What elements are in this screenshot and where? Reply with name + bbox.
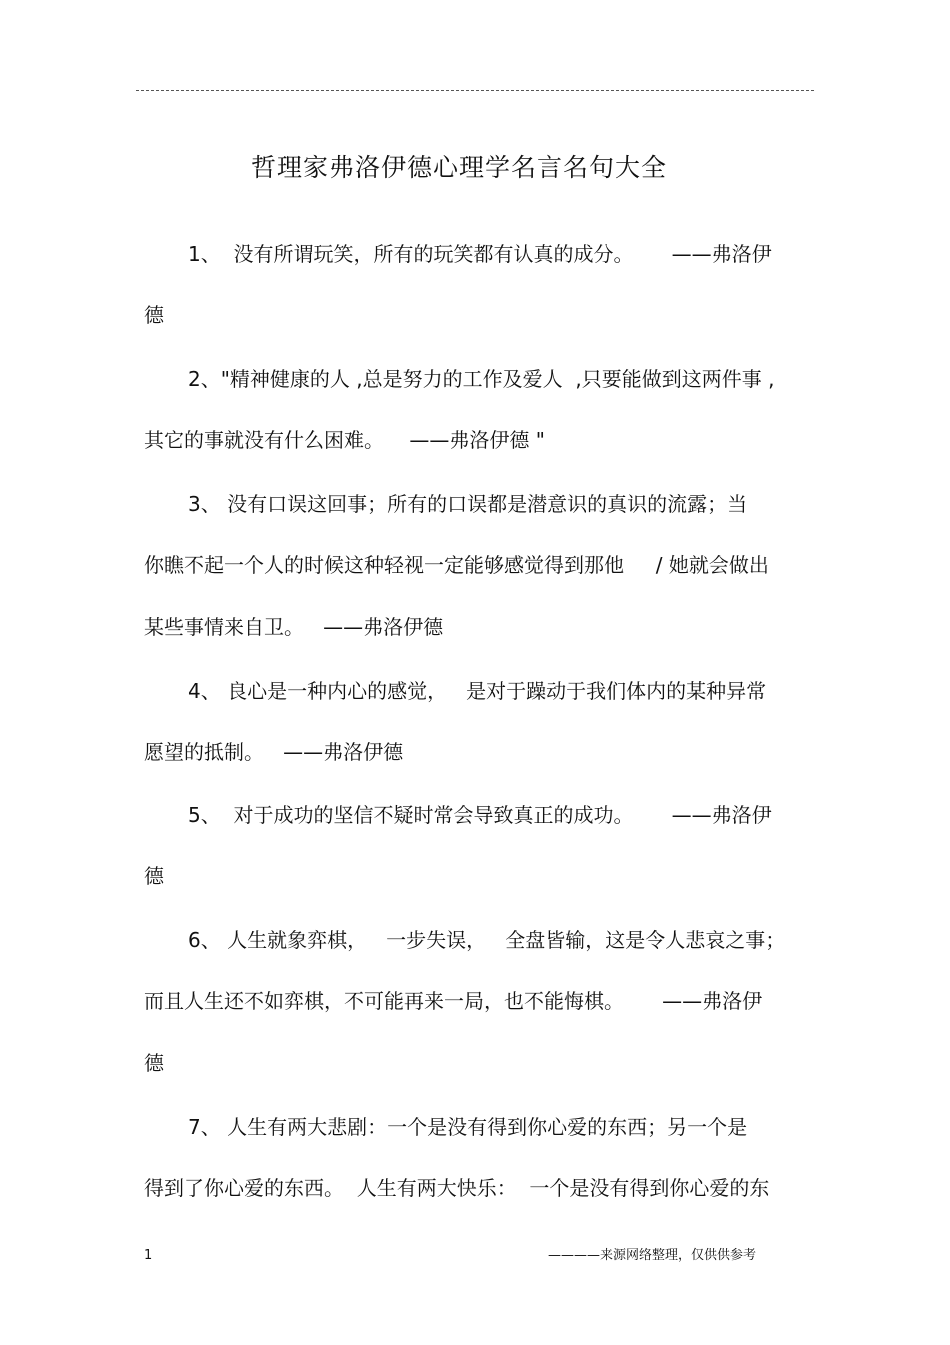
quote-line: 4、 良心是一种内心的感觉， 是对于躁动于我们体内的某种异常 (188, 679, 767, 703)
quote-line: 1、 没有所谓玩笑，所有的玩笑都有认真的成分。 ——弗洛伊 (188, 242, 772, 266)
quote-line: 你瞧不起一个人的时候这种轻视一定能够感觉得到那他 / 她就会做出 (144, 553, 769, 577)
quote-line: 某些事情来自卫。 ——弗洛伊德 (144, 615, 444, 639)
quote-line: 2、"精神健康的人 ,总是努力的工作及爱人 ,只要能做到这两件事 , (188, 367, 775, 391)
quote-line: 德 (144, 864, 164, 888)
quote-line: 愿望的抵制。 ——弗洛伊德 (144, 740, 404, 764)
quote-line: 其它的事就没有什么困难。 ——弗洛伊德 " (144, 428, 545, 452)
source-note: ————来源网络整理，仅供供参考 (548, 1248, 757, 1263)
quote-line: 7、 人生有两大悲剧：一个是没有得到你心爱的东西；另一个是 (188, 1115, 748, 1139)
top-divider (136, 90, 814, 91)
document-title: 哲理家弗洛伊德心理学名言名句大全 (250, 153, 667, 182)
quote-line: 3、 没有口误这回事；所有的口误都是潜意识的真识的流露；当 (188, 492, 748, 516)
page-number: 1 (144, 1248, 153, 1263)
quote-line: 德 (144, 1051, 164, 1075)
quote-line: 得到了你心爱的东西。 人生有两大快乐： 一个是没有得到你心爱的东 (144, 1176, 770, 1200)
quote-line: 而且人生还不如弈棋，不可能再来一局，也不能悔棋。 ——弗洛伊 (144, 989, 763, 1013)
quote-line: 德 (144, 303, 164, 327)
quote-line: 5、 对于成功的坚信不疑时常会导致真正的成功。 ——弗洛伊 (188, 803, 772, 827)
quote-line: 6、 人生就象弈棋， 一步失误， 全盘皆输，这是令人悲哀之事； (188, 928, 786, 952)
